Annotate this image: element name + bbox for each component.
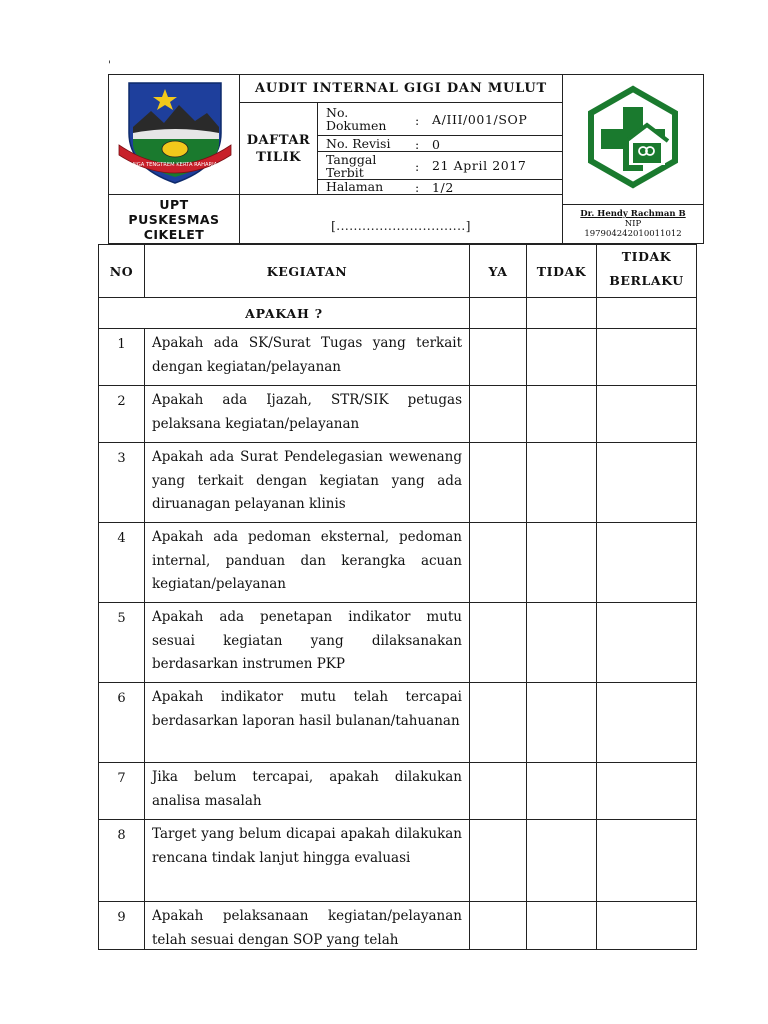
org-line-3: CIKELET: [143, 226, 205, 242]
tidak-berlaku-cell[interactable]: [597, 443, 697, 523]
meta-label: [326, 153, 376, 179]
ya-cell[interactable]: [470, 298, 527, 329]
approver-block: [562, 205, 703, 243]
tidak-berlaku-cell[interactable]: [597, 820, 697, 902]
table-row: [99, 683, 697, 763]
org-line-1: UPT: [159, 196, 189, 212]
logo-motto: NGA TENGTREM KERTA RAHARJA: [132, 162, 218, 168]
row-number: 6: [99, 683, 145, 763]
tidak-cell[interactable]: [527, 902, 597, 950]
tidak-cell[interactable]: [527, 329, 597, 386]
tidak-cell[interactable]: [527, 603, 597, 683]
checklist-table: [98, 244, 697, 950]
header-no: NO: [99, 245, 145, 298]
header-kegiatan: KEGIATAN: [145, 245, 470, 298]
row-number: 1: [99, 329, 145, 386]
row-number: 9: [99, 902, 145, 950]
puskesmas-logo-cell: [562, 75, 703, 205]
table-row: [99, 763, 697, 820]
meta-label-line: No.: [326, 105, 349, 120]
table-row: [99, 386, 697, 443]
garut-regency-logo-icon: [109, 75, 240, 195]
signature-placeholder: [..............................]: [331, 219, 471, 233]
meta-row-revision: No. Revisi : 0: [318, 136, 562, 152]
table-row: [99, 329, 697, 386]
row-question: Apakah ada pedoman eksternal, pedoman internal, panduan dan kerangka acuan kegiatan/pelayanan: [145, 523, 470, 603]
meta-row-doc-number: No. Dokumen : A/III/001/SOP: [318, 103, 562, 136]
ya-cell[interactable]: [470, 820, 527, 902]
row-question: [145, 902, 470, 950]
section-row: [99, 298, 697, 329]
approver-nip-label: NIP: [624, 219, 642, 229]
row-number: 8: [99, 820, 145, 902]
tidak-berlaku-cell[interactable]: [597, 329, 697, 386]
row-question: Apakah ada Ijazah, STR/SIK petugas pelaksana kegiatan/pelayanan: [145, 386, 470, 443]
row-question: Jika belum tercapai, apakah dilakukan analisa masalah: [145, 763, 470, 820]
meta-label: Halaman: [326, 179, 384, 194]
row-question-text: Apakah pelaksanaan kegiatan/pelayanan telah sesuai dengan SOP yang telah: [152, 908, 462, 948]
meta-label: No. Revisi: [326, 136, 391, 151]
header-tidak: TIDAK: [527, 245, 597, 298]
row-number: 4: [99, 523, 145, 603]
tidak-cell[interactable]: [527, 523, 597, 603]
ya-cell[interactable]: [470, 329, 527, 386]
document-meta-table: [318, 103, 562, 195]
tidak-cell[interactable]: [527, 298, 597, 329]
row-number: 3: [99, 443, 145, 523]
table-row: [99, 902, 697, 950]
approver-name: Dr. Hendy Rachman B: [580, 209, 686, 219]
meta-value: 1/2: [432, 180, 454, 195]
tidak-berlaku-cell[interactable]: [597, 902, 697, 950]
meta-value: A/III/001/SOP: [432, 112, 528, 127]
meta-label-line: Terbit: [326, 165, 364, 180]
puskesmas-cross-icon: [563, 75, 704, 205]
ya-cell[interactable]: [470, 523, 527, 603]
doc-type-line-1: DAFTAR: [246, 132, 311, 148]
ya-cell[interactable]: [470, 683, 527, 763]
meta-row-issue-date: Tanggal Terbit : 21 April 2017: [318, 152, 562, 180]
stray-mark: ': [108, 60, 111, 71]
tidak-cell[interactable]: [527, 683, 597, 763]
header-ya: YA: [470, 245, 527, 298]
ya-cell[interactable]: [470, 386, 527, 443]
row-question: Apakah ada penetapan indikator mutu sesuai kegiatan yang dilaksanakan berdasarkan instrumen PKP: [145, 603, 470, 683]
table-header-row: [99, 245, 697, 298]
document-title: AUDIT INTERNAL GIGI DAN MULUT: [240, 75, 562, 103]
row-number: 7: [99, 763, 145, 820]
header-tb-line: TIDAK: [621, 249, 672, 264]
row-question: Apakah indikator mutu telah tercapai berdasarkan laporan hasil bulanan/tahuanan: [145, 683, 470, 763]
table-row: [99, 820, 697, 902]
document-header: [108, 74, 704, 244]
tidak-cell[interactable]: [527, 820, 597, 902]
table-row: [99, 603, 697, 683]
meta-label: [326, 106, 386, 132]
tidak-berlaku-cell[interactable]: [597, 523, 697, 603]
tidak-berlaku-cell[interactable]: [597, 386, 697, 443]
ya-cell[interactable]: [470, 763, 527, 820]
tidak-berlaku-cell[interactable]: [597, 603, 697, 683]
ya-cell[interactable]: [470, 902, 527, 950]
tidak-berlaku-cell[interactable]: [597, 683, 697, 763]
logo-cell: [109, 75, 240, 195]
header-tidak-berlaku: [597, 245, 697, 298]
meta-label-line: Dokumen: [326, 118, 387, 133]
table-row: [99, 443, 697, 523]
meta-label-line: Tanggal: [326, 152, 377, 167]
ya-cell[interactable]: [470, 443, 527, 523]
org-line-2: PUSKESMAS: [128, 211, 220, 227]
tidak-cell[interactable]: [527, 386, 597, 443]
meta-value: 21 April 2017: [432, 158, 527, 173]
section-label: APAKAH ?: [99, 298, 470, 329]
organization-name: [109, 195, 240, 243]
meta-value: 0: [432, 137, 441, 152]
tidak-berlaku-cell[interactable]: [597, 763, 697, 820]
header-tb-line: BERLAKU: [609, 273, 684, 288]
tidak-cell[interactable]: [527, 443, 597, 523]
document-type: [240, 103, 318, 195]
row-question: Apakah ada Surat Pendelegasian wewenang yang terkait dengan kegiatan yang ada diruanagan pelayanan klinis: [145, 443, 470, 523]
row-number: 2: [99, 386, 145, 443]
table-row: [99, 523, 697, 603]
doc-type-line-2: TILIK: [256, 149, 301, 165]
ya-cell[interactable]: [470, 603, 527, 683]
approver-nip: 197904242010011012: [584, 229, 682, 239]
signature-placeholder-cell: [240, 195, 562, 243]
tidak-cell[interactable]: [527, 763, 597, 820]
row-number: 5: [99, 603, 145, 683]
meta-row-page: Halaman : 1/2: [326, 179, 454, 195]
tidak-berlaku-cell[interactable]: [597, 298, 697, 329]
row-question: Target yang belum dicapai apakah dilakukan rencana tindak lanjut hingga evaluasi: [145, 820, 470, 902]
row-question: Apakah ada SK/Surat Tugas yang terkait dengan kegiatan/pelayanan: [145, 329, 470, 386]
